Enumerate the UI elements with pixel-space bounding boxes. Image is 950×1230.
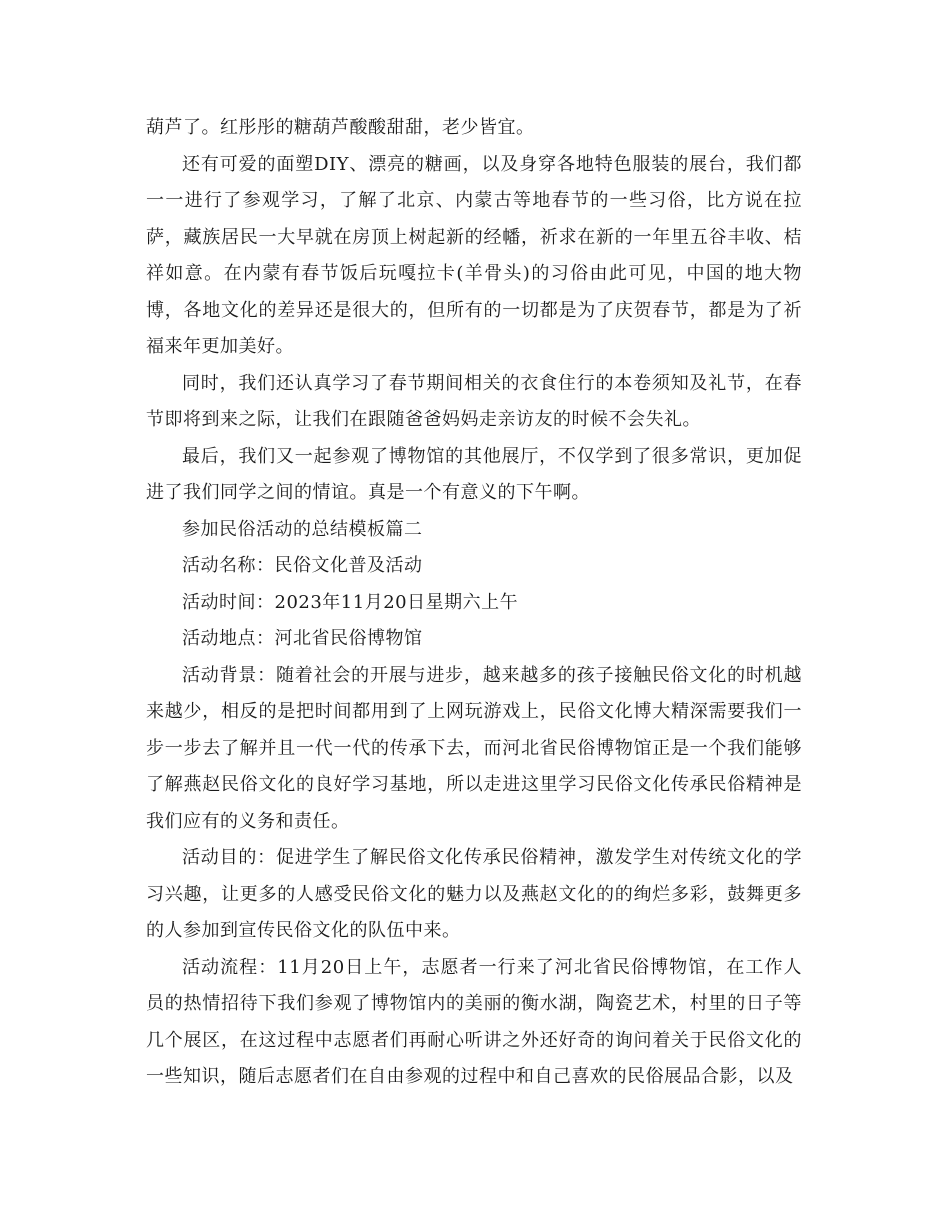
activity-time: 活动时间：2023年11月20日星期六上午 (182, 591, 519, 613)
paragraph-etiquette: 同时，我们还认真学习了春节期间相关的衣食住行的本卷须知及礼节，在春节即将到来之际，让我们在跟随爸爸妈妈走亲访友的时候不会失礼。 (146, 372, 802, 430)
document-body (146, 110, 802, 1096)
paragraph-museum-visit: 最后，我们又一起参观了博物馆的其他展厅，不仅学到了很多常识，更加促进了我们同学之间的情谊。真是一个有意义的下午啊。 (146, 445, 802, 503)
paragraph-festival-customs: 还有可爱的面塑DIY、漂亮的糖画，以及身穿各地特色服装的展台，我们都一一进行了参观学习，了解了北京、内蒙古等地春节的一些习俗，比方说在拉萨，藏族居民一大早就在房顶上树起新的经幡，祈求在新的一年里五谷丰收、桔祥如意。在内蒙有春节饭后玩嘎拉卡(羊骨头)的习俗由此可见，中国的地大物博，各地文化的差异还是很大的，但所有的一切都是为了庆贺春节，都是为了祈福来年更加美好。 (146, 153, 802, 357)
activity-background: 活动背景：随着社会的开展与进步，越来越多的孩子接触民俗文化的时机越来越少，相反的是把时间都用到了上网玩游戏上，民俗文化博大精深需要我们一步一步去了解并且一代一代的传承下去，而河北省民俗博物馆正是一个我们能够了解燕赵民俗文化的良好学习基地，所以走进这里学习民俗文化传承民俗精神是我们应有的义务和责任。 (146, 664, 802, 832)
activity-process: 活动流程：11月20日上午，志愿者一行来了河北省民俗博物馆，在工作人员的热情招待下我们参观了博物馆内的美丽的衡水湖，陶瓷艺术，村里的日子等几个展区，在这过程中志愿者们再耐心听讲之外还好奇的询问着关于民俗文化的一些知识，随后志愿者们在自由参观的过程中和自己喜欢的民俗展品合影，以及 (146, 956, 802, 1087)
activity-purpose: 活动目的：促进学生了解民俗文化传承民俗精神，激发学生对传统文化的学习兴趣，让更多的人感受民俗文化的魅力以及燕赵文化的的绚烂多彩，鼓舞更多的人参加到宣传民俗文化的队伍中来。 (146, 847, 802, 941)
paragraph-continuation: 葫芦了。红彤彤的糖葫芦酸酸甜甜，老少皆宜。 (146, 117, 535, 138)
activity-name: 活动名称：民俗文化普及活动 (182, 555, 423, 576)
activity-location: 活动地点：河北省民俗博物馆 (182, 628, 423, 649)
section-heading: 参加民俗活动的总结模板篇二 (182, 518, 423, 540)
